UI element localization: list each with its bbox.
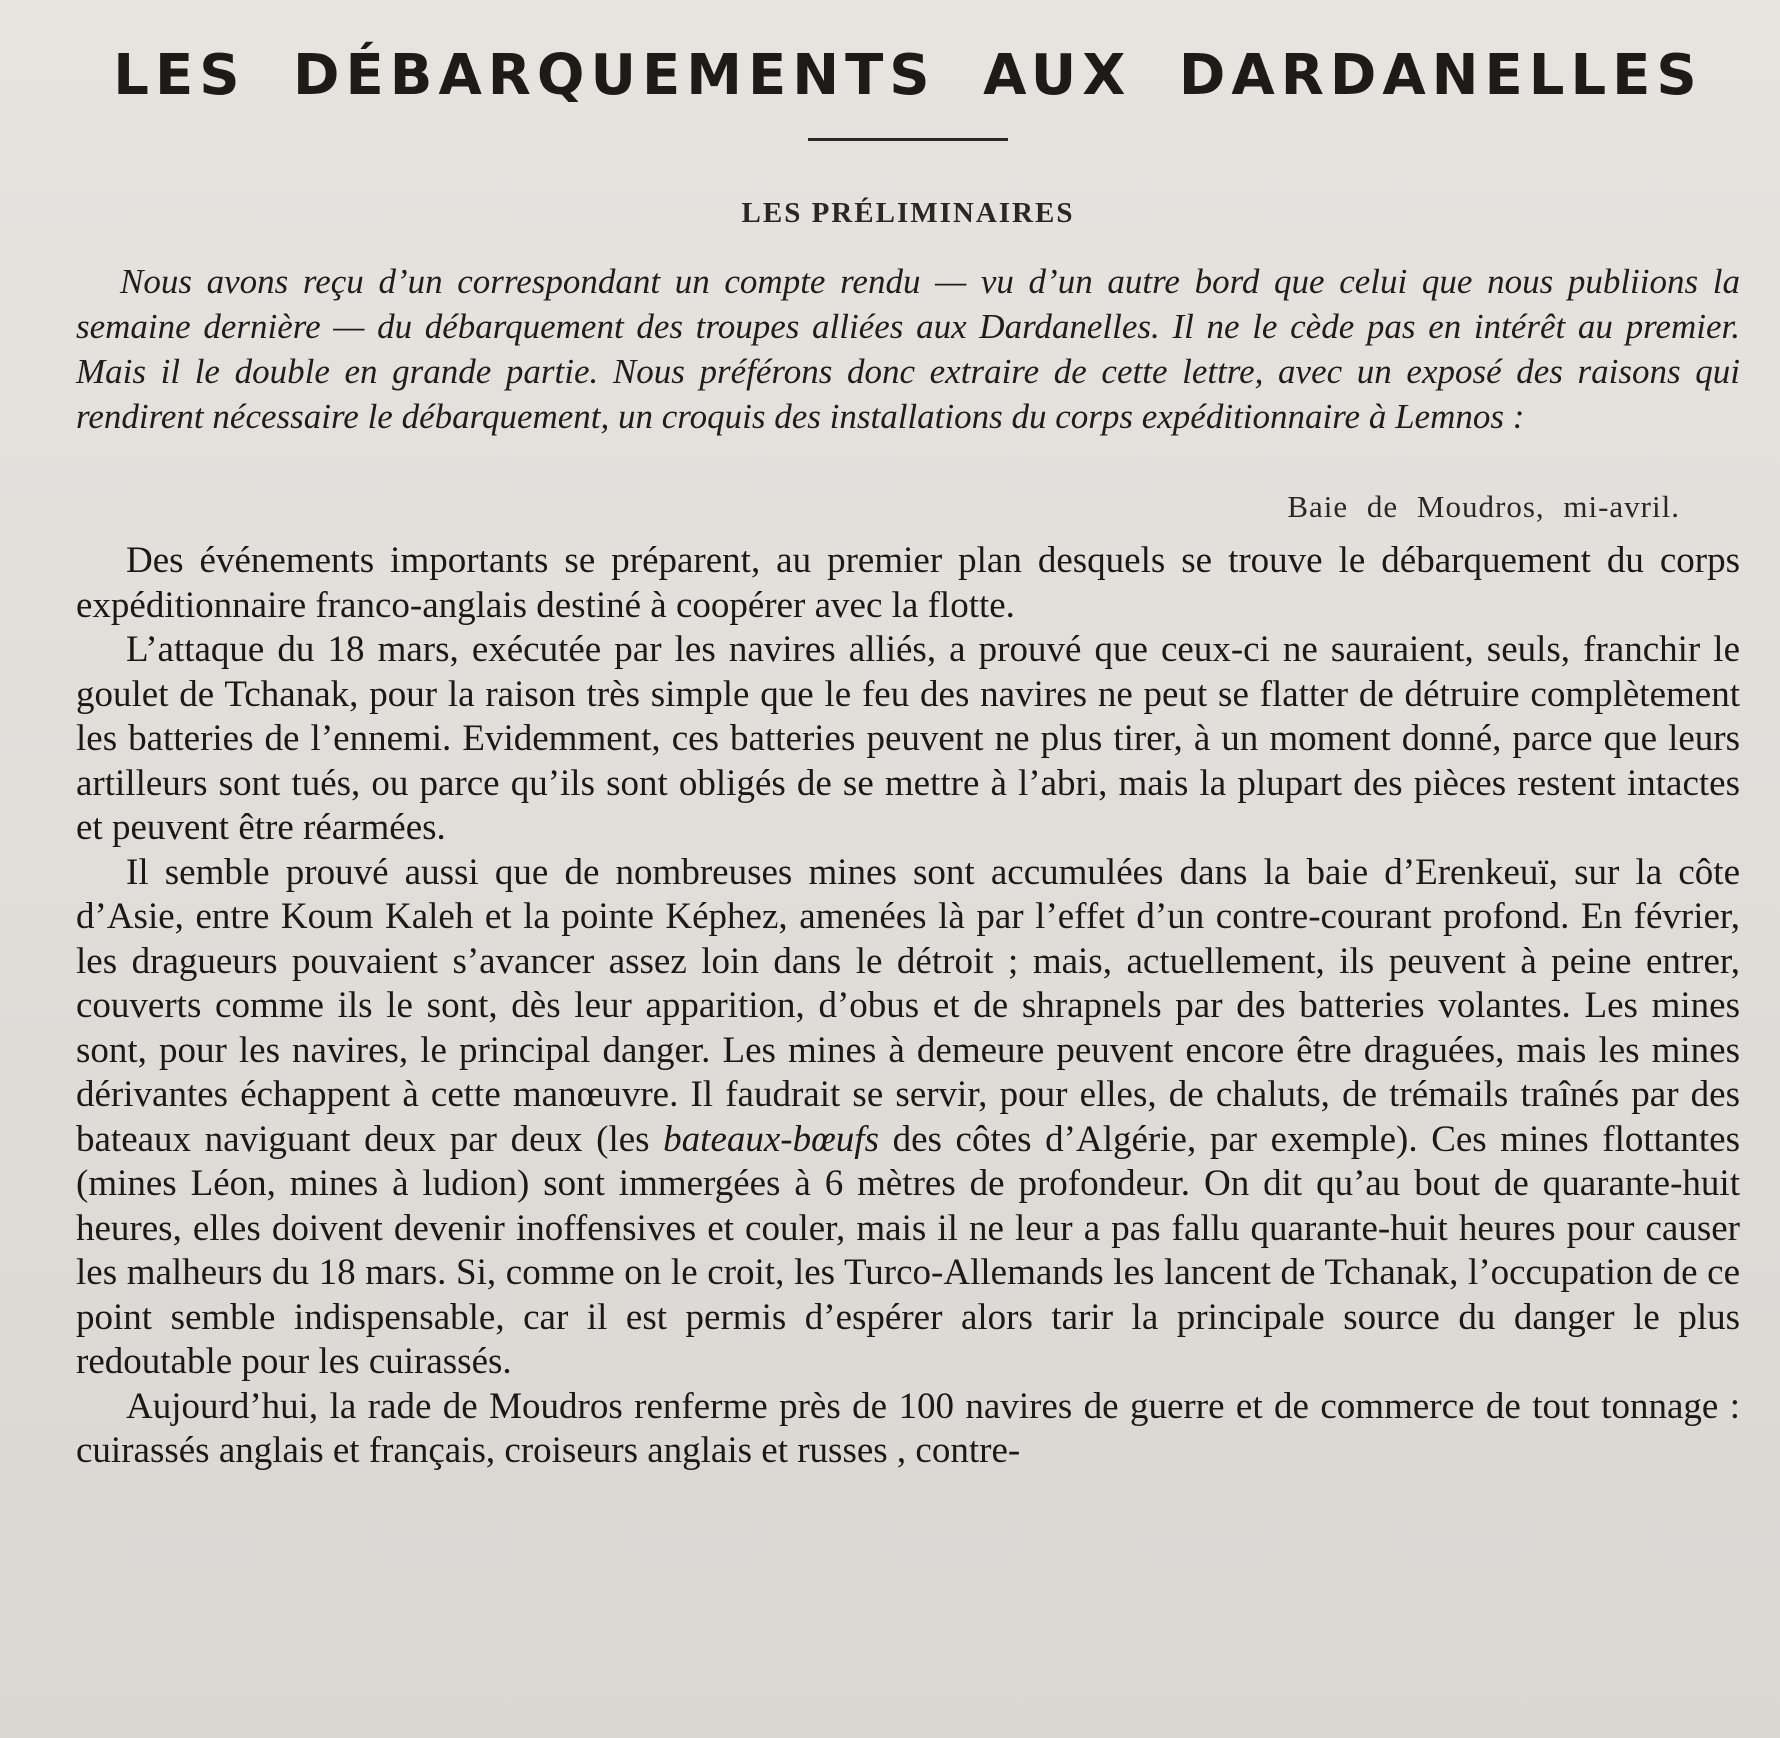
dateline: Baie de Moudros, mi-avril. [1287,489,1680,524]
body-paragraph-3 [76,851,1740,1385]
body-paragraph-3-text-before: Il semble prouvé aussi que de nombreuses mines sont accumulées dans la baie d’Erenkeuï, sur la côte d’Asie, entre Koum Kaleh et la pointe Képhez, amenées là par l’effet d’un contre-courant profond. En février, les dragueurs pouvaient s’avancer assez loin dans le détroit ; mais, actuellement, ils peuvent à peine entrer, couverts comme ils le sont, dès leur apparition, d’obus et de shrapnels par des batteries volantes. Les mines sont, pour les navires, le principal danger. Les mines à demeure peuvent encore être draguées, mais les mines dérivantes échappent à cette manœuvre. Il faudrait se servir, pour elles, de chaluts, de trémails traînés par des bateaux naviguant deux par deux (les [76,851,1740,1160]
article-title: LES DÉBARQUEMENTS AUX DARDANELLES [113,43,1703,108]
section-title: LES PRÉLIMINAIRES [741,197,1075,229]
body-paragraph-1: Des événements importants se préparent, au premier plan desquels se trouve le débarquement du corps expéditionnaire franco-anglais destiné à coopérer avec la flotte. [76,540,1740,626]
body-paragraph-4: Aujourd’hui, la rade de Moudros renferme près de 100 navires de guerre et de commerce de tout tonnage : cuirassés anglais et français, croiseurs anglais et russes , contre- [76,1385,1740,1471]
body-paragraph-3-emphasis: bateaux-bœufs [663,1118,879,1160]
body-paragraph-2: L’attaque du 18 mars, exécutée par les navires alliés, a prouvé que ceux-ci ne sauraient, seuls, franchir le goulet de Tchanak, pour la raison très simple que le feu des navires ne peut se flatter de détruire complètement les batteries de l’ennemi. Evidemment, ces batteries peuvent ne plus tirer, à un moment donné, parce que leurs artilleurs sont tués, ou parce qu’ils sont obligés de se mettre à l’abri, mais la plupart des pièces restent intactes et peuvent être réarmées. [76,629,1740,848]
title-divider [808,138,1008,141]
editorial-intro: Nous avons reçu d’un correspondant un compte rendu — vu d’un autre bord que celui que nous publiions la semaine dernière — du débarquement des troupes alliées aux Dardanelles. Il ne le cède pas en intérêt au premier. Mais il le double en grande partie. Nous préférons donc extraire de cette lettre, avec un exposé des raisons qui rendirent nécessaire le débarquement, un croquis des installations du corps expéditionnaire à Lemnos : [76,262,1740,436]
body-paragraph-3-text-after: des côtes d’Algérie, par exemple). Ces mines flottantes (mines Léon, mines à ludion) sont immergées à 6 mètres de profondeur. On dit qu’au bout de quarante-huit heures, elles doivent devenir inoffensives et couler, mais il ne leur a pas fallu quarante-huit heures pour causer les malheurs du 18 mars. Si, comme on le croit, les Turco-Allemands les lancent de Tchanak, l’occupation de ce point semble indispensable, car il est permis d’espérer alors tarir la principale source du danger le plus redoutable pour les cuirassés. [76,1118,1740,1382]
